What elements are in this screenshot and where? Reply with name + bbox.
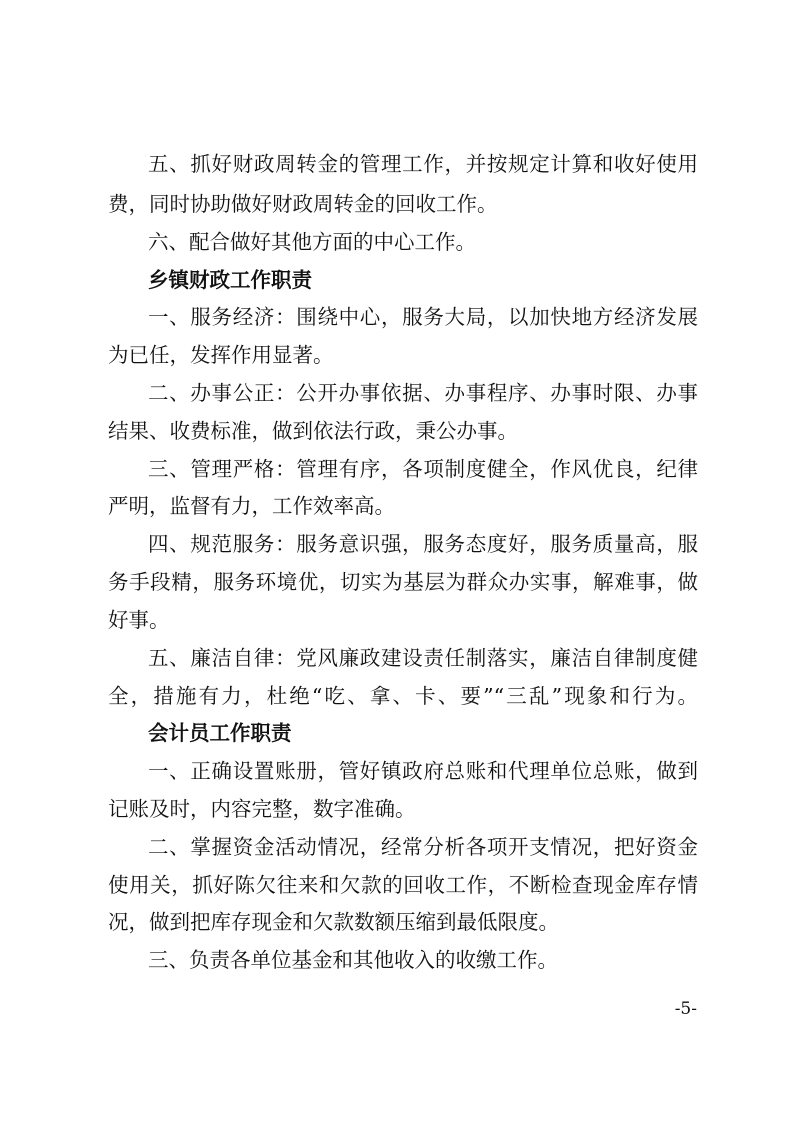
paragraph-line: 四、规范服务：服务意识强，服务态度好，服务质量高，服 [148, 532, 698, 556]
paragraph-line: 况，做到把库存现金和欠款数额压缩到最低限度。 [108, 910, 559, 934]
paragraph-line: 记账及时，内容完整，数字准确。 [108, 797, 416, 821]
paragraph-line: 二、掌握资金活动情况，经常分析各项开支情况，把好资金 [148, 835, 698, 859]
paragraph-line: 严明，监督有力，工作效率高。 [108, 494, 395, 518]
paragraph-line: 全，措施有力，杜绝“吃、拿、卡、要”“三乱”现象和行为。 [108, 684, 698, 708]
page-number: -5- [674, 999, 697, 1019]
paragraph-line: 六、配合做好其他方面的中心工作。 [148, 230, 476, 254]
paragraph-line: 好事。 [108, 608, 170, 632]
paragraph-line: 务手段精，服务环境优，切实为基层为群众办实事，解难事，做 [108, 570, 698, 594]
paragraph-line: 使用关，抓好陈欠往来和欠款的回收工作，不断检查现金库存情 [108, 873, 698, 897]
paragraph-line: 三、管理严格：管理有序，各项制度健全，作风优良，纪律 [148, 457, 698, 481]
paragraph-line: 费，同时协助做好财政周转金的回收工作。 [108, 192, 498, 216]
section-heading: 乡镇财政工作职责 [148, 268, 312, 292]
paragraph-line: 五、抓好财政周转金的管理工作，并按规定计算和收好使用 [148, 152, 698, 176]
paragraph-line: 五、廉洁自律：党风廉政建设责任制落实，廉洁自律制度健 [148, 646, 698, 670]
paragraph-line: 二、办事公正：公开办事依据、办事程序、办事时限、办事 [148, 381, 698, 405]
section-heading: 会计员工作职责 [148, 721, 292, 745]
paragraph-line: 为已任，发挥作用显著。 [108, 343, 334, 367]
paragraph-line: 三、负责各单位基金和其他收入的收缴工作。 [148, 948, 558, 972]
paragraph-line: 结果、收费标准，做到依法行政，秉公办事。 [108, 419, 518, 443]
paragraph-line: 一、正确设置账册，管好镇政府总账和代理单位总账，做到 [148, 759, 698, 783]
paragraph-line: 一、服务经济：围绕中心，服务大局，以加快地方经济发展 [148, 305, 698, 329]
